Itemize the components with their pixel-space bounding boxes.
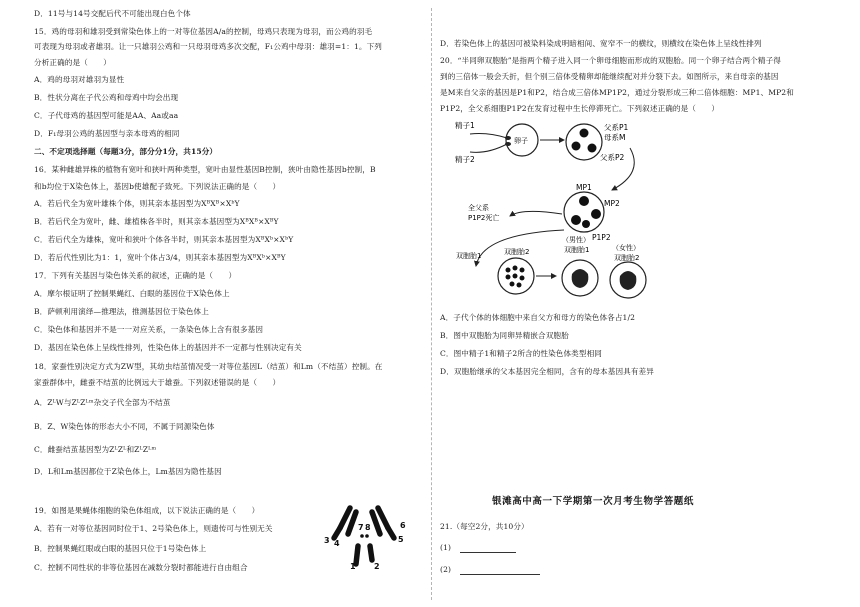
q16-option-a: A．若后代全为宽叶雄株个体，则其亲本基因型为XᴮXᴮ×XᵇY	[34, 199, 240, 208]
chromosome-1-arm	[356, 546, 358, 564]
male-twin-label: 双胞胎1	[564, 246, 590, 254]
q21-heading: 21.（每空2分，共10分）	[440, 522, 529, 531]
label-3: 3	[324, 536, 330, 545]
q18-stem-1: 18．家蚕性别决定方式为ZW型，其幼虫结茧情况受一对等位基因L（结茧）和Lm（不结茧）控制。在	[34, 362, 383, 371]
p1p2-label: P1P2	[592, 233, 611, 242]
nucleus-p1p2	[571, 215, 581, 225]
q19-stem: 19．如图是果蝇体细胞的染色体组成，以下说法正确的是（ ）	[34, 506, 260, 515]
answer-blank-1	[440, 542, 516, 553]
blank-2-label: (2)	[440, 565, 452, 574]
q17-stem: 17．下列有关基因与染色体关系的叙述，正确的是（ ）	[34, 271, 237, 280]
nucleus-mp2	[591, 209, 601, 219]
answer-sheet-title: 银滩高中高一下学期第一次月考生物学答题纸	[492, 496, 695, 507]
q17-option-a: A．摩尔根证明了控制果蝇红、白眼的基因位于X染色体上	[34, 289, 230, 298]
q20-option-d: D．双胞胎继承的父本基因完全相同，含有的母本基因具有差异	[440, 367, 654, 376]
answer-field-1[interactable]	[460, 544, 516, 553]
q16-option-b: B．若后代全为宽叶，雌、雄植株各半时，则其亲本基因型为XᴮXᴮ×XᴮY	[34, 217, 279, 226]
q19-option-a: A．若有一对等位基因同时位于1、2号染色体上，则遗传可与性别无关	[34, 524, 273, 533]
q19-option-b: B．控制果蝇红眼或白眼的基因只位于1号染色体上	[34, 544, 207, 553]
q20-stem-1: 20．“半同卵双胞胎”是指两个精子进入同一个卵母细胞而形成的双胞胎。同一个卵子结合两个精子得	[440, 56, 781, 65]
q15-stem-1: 15．鸡的母羽和雄羽受到常染色体上的一对等位基因A/a的控制，母鸡只表现为母羽，而公鸡的羽毛	[34, 27, 373, 36]
q18-option-a: A．ZᴸW与ZᴸZᴸᵐ杂交子代全部为不结茧	[34, 398, 171, 407]
label-6: 6	[400, 521, 406, 530]
q18-option-d: D．L和Lm基因都位于Z染色体上，Lm基因为隐性基因	[34, 467, 222, 476]
nucleus-mp1	[579, 196, 589, 206]
chromosome-7-dot	[360, 534, 364, 538]
egg-label: 卵子	[514, 137, 528, 145]
q15-option-c: C．子代母鸡的基因型可能是AA、Aa或aa	[34, 111, 179, 120]
pronucleus-p1	[580, 129, 589, 138]
column-divider	[431, 8, 432, 600]
pronucleus-p2	[588, 144, 597, 153]
q20-option-c: C．图中精子1和精子2所含的性染色体类型相同	[440, 349, 602, 358]
q17-option-d: D．基因在染色体上呈线性排列，性染色体上的基因并不一定都与性别决定有关	[34, 343, 302, 352]
q20-stem-3: 是M来自父亲的基因是P1和P2，结合成三倍体MP1P2，通过分裂形成三种二倍体细胞：MP1、MP2和	[440, 88, 794, 97]
q20-stem-4: P1P2，全父系细胞P1P2在发育过程中生长停滞死亡。下列叙述正确的是（ ）	[440, 104, 720, 113]
sperm-2-tail	[470, 144, 507, 152]
label-7: 7	[358, 523, 364, 532]
father-p1-label: 父系P1	[604, 123, 629, 132]
chromosome-2-arm	[370, 546, 372, 560]
q15-option-d: D．F₁母羽公鸡的基因型与亲本母鸡的相同	[34, 129, 180, 138]
pronucleus-m	[572, 142, 581, 151]
q16-stem-1: 16．某种雌雄异株的植物有宽叶和狭叶两种类型，宽叶由显性基因B控制，狭叶由隐性基因b控制，B	[34, 165, 376, 174]
q19-option-c: C．控制不同性状的非等位基因在减数分裂时都能进行自由组合	[34, 563, 248, 572]
q16-stem-2: 和b均位于X染色体上，基因b使雄配子致死。下列说法正确的是（ ）	[34, 182, 281, 191]
chromosome-5b-arm	[388, 528, 394, 538]
female-label: （女性）	[612, 244, 640, 252]
q20-option-a: A．子代个体的体细胞中来自父方和母方的染色体各占1/2	[440, 313, 636, 322]
label-2: 2	[374, 562, 380, 570]
dead-label-2: P1P2死亡	[468, 214, 500, 222]
mp2-label: MP2	[604, 199, 620, 208]
sperm-2-label: 精子2	[455, 155, 475, 164]
q15-option-a: A．鸡的母羽对雄羽为显性	[34, 75, 125, 84]
father-p2-label: 父系P2	[600, 153, 625, 162]
chromosome-8-dot	[365, 534, 369, 538]
q16-option-d: D．若后代性别比为1：1，宽叶个体占3/4，则其亲本基因型为XᴮXᵇ×XᴮY	[34, 253, 286, 262]
dead-label: 全父系	[468, 204, 489, 212]
twin-1-label: 双胞胎1	[456, 252, 482, 260]
answer-blank-2	[440, 564, 540, 575]
label-5: 5	[398, 535, 404, 544]
fruit-fly-chromosome-figure	[320, 498, 410, 570]
q15-stem-2: 可表现为母羽或者雄羽。让一只雄羽公鸡和一只母羽母鸡多次交配，F₁公鸡中母羽：雄羽=1：1。下列	[34, 42, 382, 51]
section-heading: 二、不定项选择题（每题3分，部分分1分，共15分）	[34, 147, 218, 156]
twin-2-label: 双胞胎2	[504, 248, 530, 256]
twins-diagram	[452, 118, 652, 304]
q15-stem-3: 分析正确的是（ ）	[34, 58, 111, 67]
sperm-1-tail	[470, 134, 507, 139]
label-1: 1	[350, 562, 356, 570]
sperm-1-label: 精子1	[455, 121, 475, 130]
sperm-1-head	[505, 136, 511, 140]
q14-option-d: D．11号与14号交配后代不可能出现白色个体	[34, 9, 191, 18]
answer-field-2[interactable]	[460, 566, 540, 575]
q17-option-c: C．染色体和基因并不是一一对应关系，一条染色体上含有很多基因	[34, 325, 264, 334]
q17-option-b: B．萨顿利用演绎—推理法，推测基因位于染色体上	[34, 307, 209, 316]
q18-stem-2: 家蚕群体中，雌蚕不结茧的比例远大于雄蚕。下列叙述错误的是（ ）	[34, 378, 281, 387]
label-8: 8	[365, 523, 371, 532]
q20-option-b: B．图中双胞胎为同卵异精嵌合双胞胎	[440, 331, 569, 340]
female-twin-label: 双胞胎2	[614, 254, 640, 262]
mother-m-label: 母系M	[604, 133, 626, 142]
q18-option-b: B．Z、W染色体的形态大小不同，不属于同源染色体	[34, 422, 215, 431]
chromosome-4-arm	[334, 528, 340, 538]
q20-stem-2: 到的三倍体一般会夭折，但个别三倍体受精卵却能继续配对并分裂下去。如图所示，来自母亲的基因	[440, 72, 779, 81]
male-label: （男性）	[562, 236, 590, 244]
q19-option-d: D．若染色体上的基因可被染料染成明暗相间、宽窄不一的横纹，则横纹在染色体上呈线性排列	[440, 39, 762, 48]
blank-1-label: (1)	[440, 543, 452, 552]
mp1-label: MP1	[576, 183, 592, 192]
q15-option-b: B．性状分离在子代公鸡和母鸡中均会出现	[34, 93, 179, 102]
q16-option-c: C．若后代全为雄株，宽叶和狭叶个体各半时，则其亲本基因型为XᴮXᵇ×XᵇY	[34, 235, 294, 244]
q18-option-c: C．雌蚕结茧基因型为ZᴸZᴸ和ZᴸZᴸᵐ	[34, 445, 157, 454]
sperm-2-head	[505, 142, 511, 146]
label-4: 4	[334, 539, 340, 548]
